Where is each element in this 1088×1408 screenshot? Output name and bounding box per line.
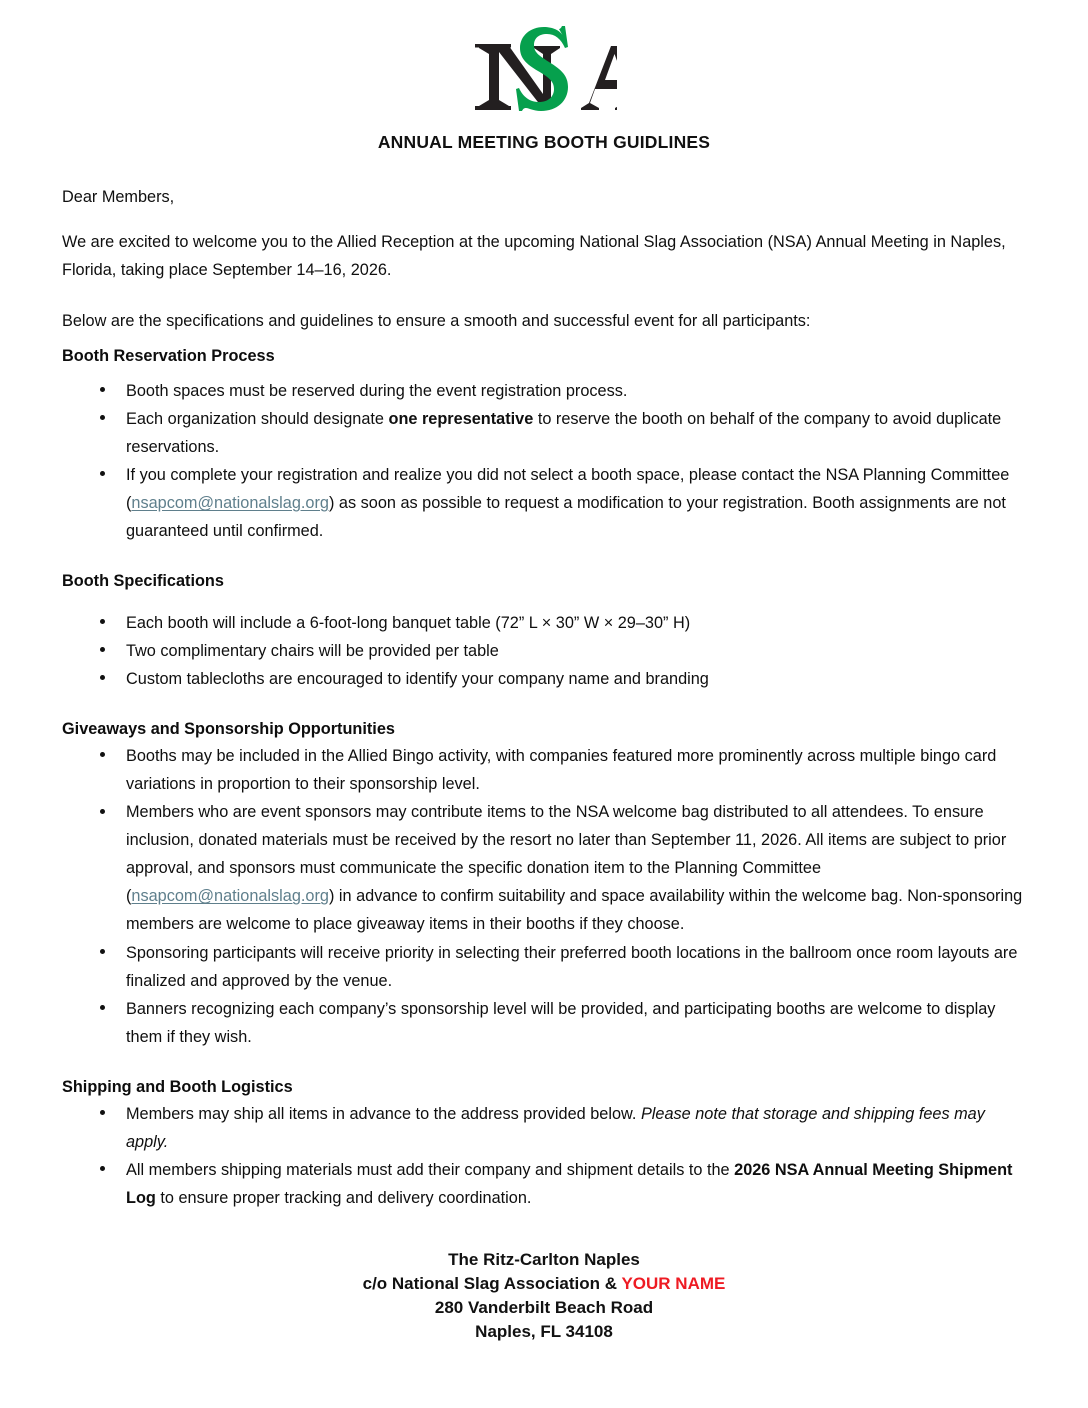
list-item <box>62 798 1026 938</box>
list-item-text-post: ) as soon as possible to request a modification to your registration. Booth assignments are not guaranteed until confirmed. <box>126 494 1006 541</box>
list-item <box>62 637 1026 665</box>
emphasis-shipment-log: 2026 NSA Annual Meeting Shipment Log <box>126 1160 1013 1207</box>
section-heading-shipping: Shipping and Booth Logistics <box>62 1077 293 1096</box>
intro-paragraph: We are excited to welcome you to the Allied Reception at the upcoming National Slag Association (NSA) Annual Meeting in Naples, Florida, taking place September 14–16, 2026. <box>62 233 1006 280</box>
section-heading-giveaways: Giveaways and Sponsorship Opportunities <box>62 720 395 739</box>
list-item-text-pre: All members shipping materials must add their company and shipment details to the <box>126 1160 735 1179</box>
emphasis-shipping-fees: Please note that storage and shipping fees may apply. <box>126 1104 985 1151</box>
bullet-dot-icon <box>100 949 105 954</box>
list-item-text: Booth spaces must be reserved during the event registration process. <box>126 382 628 401</box>
bullet-dot-icon <box>100 809 105 814</box>
list-item <box>62 405 1026 461</box>
list-item-text: Two complimentary chairs will be provided per table <box>126 642 499 661</box>
list-item-text-pre: Members may ship all items in advance to the address provided below. <box>126 1104 641 1123</box>
specifications-bullet-list <box>62 609 1026 693</box>
list-item <box>62 665 1026 693</box>
bullet-dot-icon <box>100 1166 105 1171</box>
list-item <box>62 1156 1026 1212</box>
list-item-text-pre: If you complete your registration and realize you did not select a booth space, please contact the NSA Planning Committee ( <box>126 466 1010 513</box>
document-body <box>62 159 1026 1344</box>
spacer <box>62 1051 1026 1074</box>
logo-container <box>62 0 1026 118</box>
list-item-text-pre: Each organization should designate <box>126 410 389 429</box>
address-line-venue: The Ritz-Carlton Naples <box>448 1249 640 1269</box>
bullet-dot-icon <box>100 1005 105 1010</box>
spacer <box>62 335 1026 343</box>
bullet-dot-icon <box>100 415 105 420</box>
list-item-text: Custom tablecloths are encouraged to identify your company name and branding <box>126 670 709 689</box>
list-item-text: Each booth will include a 6-foot-long banquet table (72” L × 30” W × 29–30” H) <box>126 614 691 633</box>
list-item <box>62 939 1026 995</box>
shipping-bullet-list <box>62 1100 1026 1212</box>
spacer <box>62 545 1026 568</box>
salutation: Dear Members, <box>62 188 175 206</box>
address-line-street: 280 Vanderbilt Beach Road <box>434 1297 654 1317</box>
giveaways-bullet-list <box>62 742 1026 1050</box>
list-item-text-pre: Members who are event sponsors may contribute items to the NSA welcome bag distributed to all attendees. To ensure inclusion, donated materials must be received by the resort no later than September 11, 2026. All items are subject to prior approval, and sponsors must communicate the specific donation item to the Planning Committee ( <box>126 803 1007 906</box>
list-item <box>62 609 1026 637</box>
bullet-dot-icon <box>100 471 105 476</box>
list-item-text-post: to ensure proper tracking and delivery coordination. <box>155 1188 532 1207</box>
list-item-text: Booths may be included in the Allied Bingo activity, with companies featured more prominently across multiple bingo card variations in proportion to their sponsorship level. <box>126 747 997 794</box>
list-item-text-post: ) in advance to confirm suitability and space availability within the welcome bag. Non-sponsoring members are welcome to place giveaway items in their booths if they choose. <box>126 887 1023 934</box>
section-heading-specifications: Booth Specifications <box>62 572 224 591</box>
spacer <box>62 693 1026 716</box>
email-link-nsapcom[interactable]: nsapcom@nationalslag.org <box>131 887 329 906</box>
spacer <box>62 594 1026 609</box>
email-link-nsapcom[interactable]: nsapcom@nationalslag.org <box>131 494 329 513</box>
list-item-text-post: to reserve the booth on behalf of the company to avoid duplicate reservations. <box>126 410 1002 457</box>
address-line-citystate: Naples, FL 34108 <box>475 1322 613 1342</box>
list-item <box>62 995 1026 1051</box>
bullet-dot-icon <box>100 387 105 392</box>
nsa-logo-icon <box>471 24 617 128</box>
list-item-text: Sponsoring participants will receive priority in selecting their preferred booth locations in the ballroom once room layouts are finalized and approved by the venue. <box>126 943 1018 990</box>
reservation-bullet-list <box>62 377 1026 545</box>
page-title: ANNUAL MEETING BOOTH GUIDLINES <box>377 132 711 152</box>
bullet-dot-icon <box>100 1110 105 1115</box>
list-item <box>62 742 1026 798</box>
your-name-placeholder: YOUR NAME <box>621 1273 726 1293</box>
bullet-dot-icon <box>100 619 105 624</box>
spacer <box>62 369 1026 377</box>
bullet-dot-icon <box>100 675 105 680</box>
shipping-address-block <box>62 1248 1026 1345</box>
list-item <box>62 377 1026 405</box>
list-item <box>62 461 1026 545</box>
section-heading-reservation: Booth Reservation Process <box>62 347 275 366</box>
spacer <box>62 284 1026 307</box>
bullet-dot-icon <box>100 647 105 652</box>
address-line-careof <box>62 1272 1026 1296</box>
list-item <box>62 1100 1026 1156</box>
lead-in-paragraph: Below are the specifications and guidelines to ensure a smooth and successful event for all participants: <box>62 312 811 331</box>
emphasis-one-representative: one representative <box>388 410 534 429</box>
bullet-dot-icon <box>100 752 105 757</box>
address-careof-text: c/o National Slag Association & <box>362 1273 622 1293</box>
list-item-text: Banners recognizing each company’s sponsorship level will be provided, and participating booths are welcome to display them if they wish. <box>126 999 996 1046</box>
